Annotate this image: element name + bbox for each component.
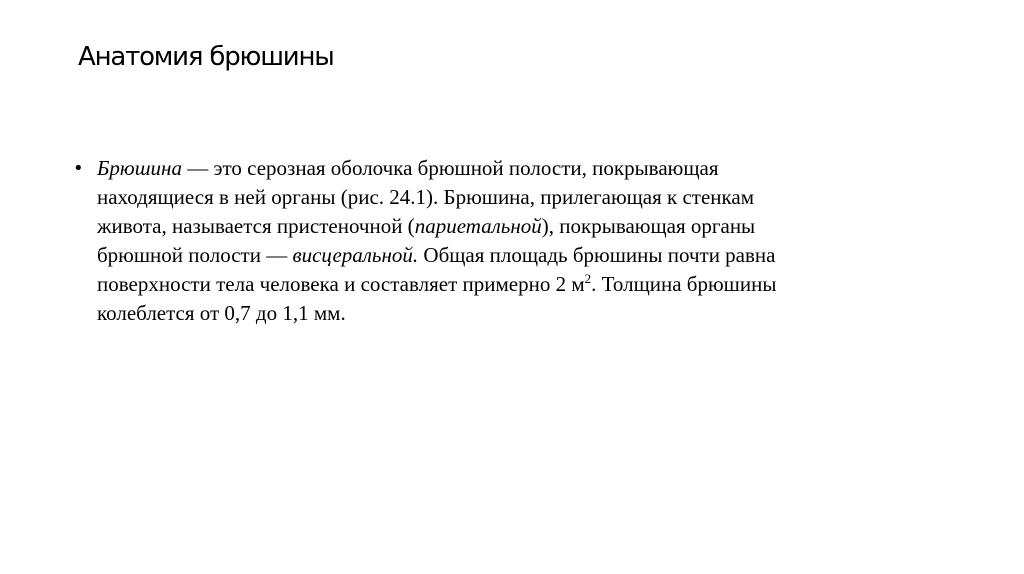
bullet-item xyxy=(73,154,953,328)
paragraph-line-2 xyxy=(97,183,917,212)
bullet-paragraph xyxy=(97,154,917,328)
square-superscript: 2 xyxy=(584,271,592,286)
line-3-text-after: ), покрывающая органы xyxy=(541,214,756,238)
slide-title: Анатомия брюшины xyxy=(78,42,334,72)
line-2-text: находящиеся в ней органы (рис. 24.1). Брюшина, прилегающая к стенкам xyxy=(97,185,755,209)
paragraph-line-5 xyxy=(97,270,917,299)
line-5-text-after: . Толщина брюшины xyxy=(591,272,777,296)
bullet-point-icon: • xyxy=(73,158,84,179)
paragraph-line-1 xyxy=(97,154,917,183)
line-6-text: колеблется от 0,7 до 1,1 мм. xyxy=(97,301,346,325)
paragraph-line-3 xyxy=(97,212,917,241)
term-peritoneum: Брюшина xyxy=(97,156,182,180)
line-4-text-before: брюшной полости — xyxy=(97,243,293,267)
term-visceral: висцеральной. xyxy=(292,243,419,267)
line-1-text: — это серозная оболочка брюшной полости, покрывающая xyxy=(181,156,719,180)
line-3-text-before: живота, называется пристеночной ( xyxy=(97,214,415,238)
line-4-text-after: Общая площадь брюшины почти равна xyxy=(418,243,776,267)
line-5-text-before: поверхности тела человека и составляет примерно 2 м xyxy=(97,272,585,296)
term-parietal: париетальной xyxy=(414,214,542,238)
paragraph-line-6 xyxy=(97,299,917,328)
paragraph-line-4 xyxy=(97,241,917,270)
